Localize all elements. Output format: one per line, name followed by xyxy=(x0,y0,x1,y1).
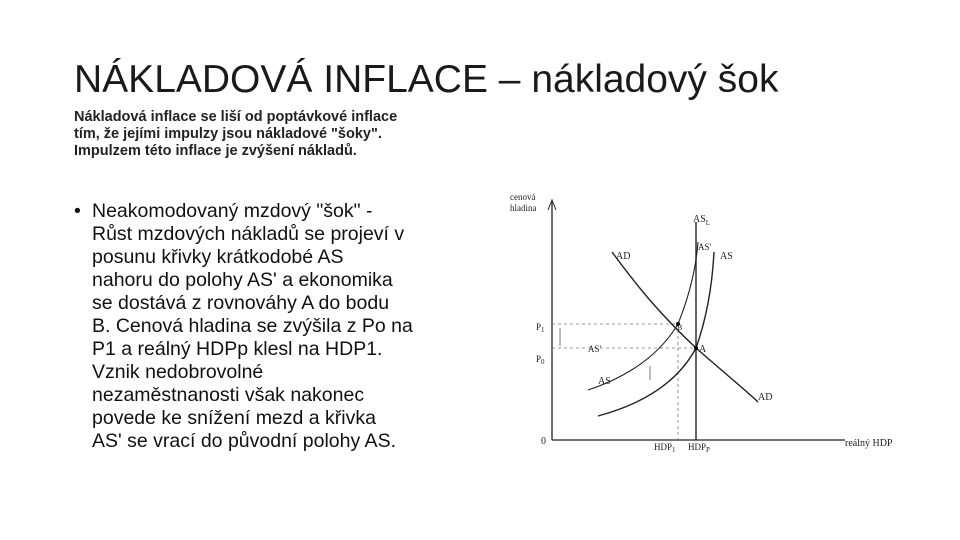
point-a-marker xyxy=(694,346,698,350)
p0-label-sub: 0 xyxy=(541,358,545,366)
hdp1-label-main: HDP xyxy=(654,442,673,452)
bullet-dot-icon: • xyxy=(74,200,81,222)
bullet-line: povede ke snížení mezd a křivka xyxy=(92,407,376,429)
intro-text xyxy=(74,109,494,160)
bullet-line: B. Cenová hladina se zvýšila z Po na xyxy=(92,315,413,337)
ad-curve xyxy=(612,252,758,402)
p1-label-main: P xyxy=(536,322,542,332)
hdp1-label xyxy=(654,442,676,454)
hdpp-label xyxy=(688,442,710,454)
bullet-line: Vznik nedobrovolné xyxy=(92,361,264,383)
bullet-line: posunu křivky krátkodobé AS xyxy=(92,246,344,268)
ad-label-bottom: AD xyxy=(758,392,773,403)
bullet-line: se dostává z rovnováhy A do bodu xyxy=(92,292,390,314)
bullet-line: AS' se vrací do původní polohy AS. xyxy=(92,430,396,452)
p1-label xyxy=(536,322,545,334)
point-b-label: B xyxy=(677,323,683,332)
intro-line: tím, že jejími impulzy jsou nákladové "šoky". xyxy=(74,126,382,142)
x-axis-label: reálný HDP xyxy=(845,438,893,449)
bullet-text xyxy=(92,200,413,453)
as-shifted-curve xyxy=(588,242,698,390)
p0-label xyxy=(536,354,545,366)
ad-label-top: AD xyxy=(616,251,631,262)
bullet-line: Neakomodovaný mzdový "šok" - xyxy=(92,200,373,222)
bullet-line: Růst mzdových nákladů se projeví v xyxy=(92,223,405,245)
as-shifted-label-bottom: AS' xyxy=(588,344,602,354)
as-long-run-label-sub: L xyxy=(705,219,711,227)
bullet-line: nahoru do polohy AS' a ekonomika xyxy=(92,269,393,291)
as-shifted-label-top: AS' xyxy=(698,242,712,252)
slide-title: NÁKLADOVÁ INFLACE – nákladový šok xyxy=(74,58,779,101)
bullet-line: P1 a reálný HDPp klesl na HDP1. xyxy=(92,338,383,360)
intro-line: Nákladová inflace se liší od poptávkové inflace xyxy=(74,109,398,125)
y-axis-label-line1: cenová xyxy=(510,192,536,202)
as-ad-diagram xyxy=(500,180,920,480)
hdpp-label-sub: P xyxy=(706,446,710,454)
point-a-label: A xyxy=(699,344,707,355)
as-label-top: AS xyxy=(720,251,733,262)
as-label-bottom: AS xyxy=(598,376,611,387)
hdp1-label-sub: 1 xyxy=(672,446,676,454)
intro-line: Impulzem této inflace je zvýšení nákladů. xyxy=(74,143,357,159)
p1-label-sub: 1 xyxy=(541,326,545,334)
origin-label: 0 xyxy=(541,436,546,447)
p0-label-main: P xyxy=(536,354,542,364)
as-long-run-label-main: AS xyxy=(693,214,706,225)
bullet-line: nezaměstnanosti však nakonec xyxy=(92,384,365,406)
y-axis-label-line2: hladina xyxy=(510,203,537,213)
hdpp-label-main: HDP xyxy=(688,442,707,452)
